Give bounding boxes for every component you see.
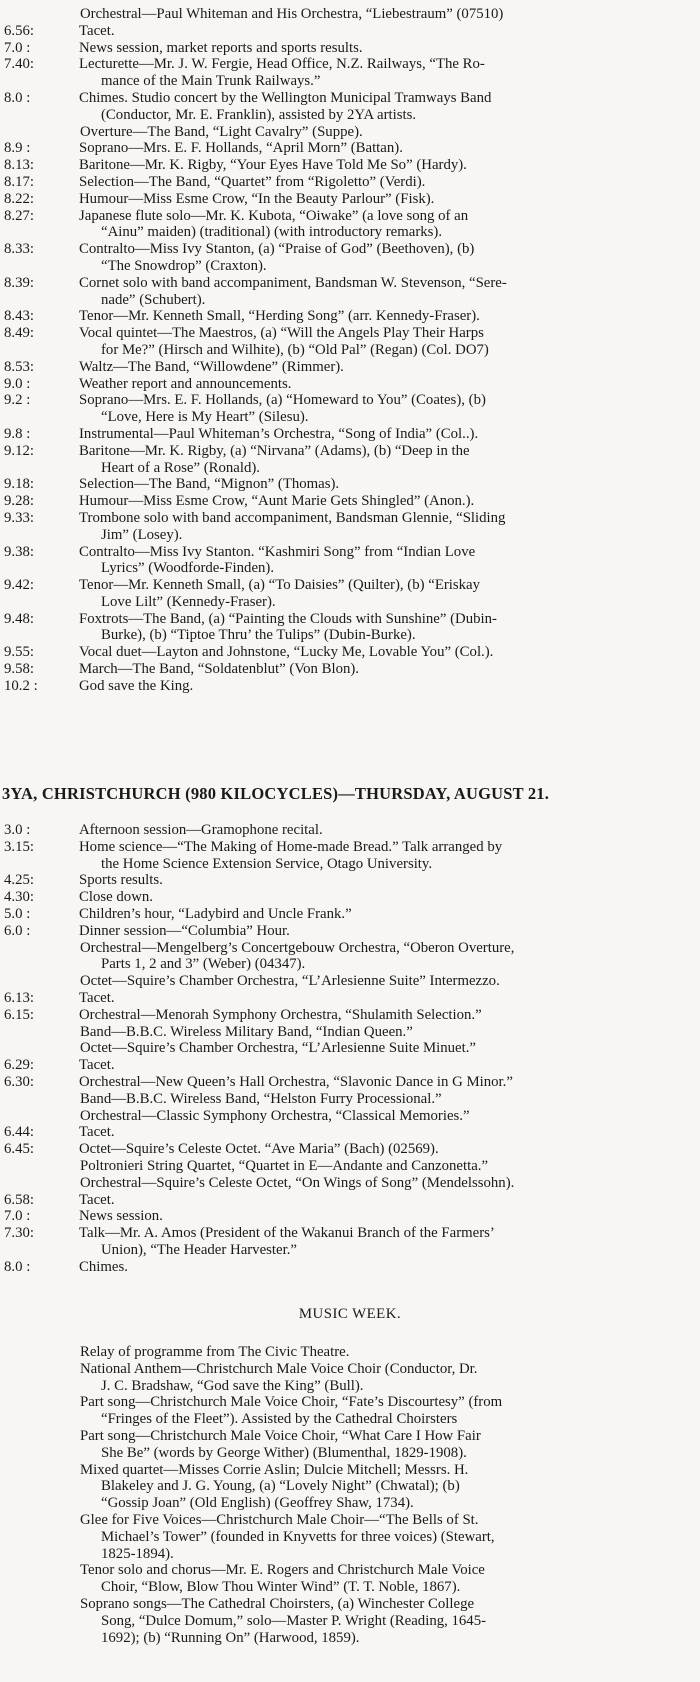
entry-time: 5.0 :	[4, 905, 31, 922]
entry-text: Weather report and announcements.	[79, 375, 292, 392]
entry-continuation: “The Snowdrop” (Craxton).	[101, 257, 267, 274]
entry-time: 6.29:	[4, 1057, 35, 1074]
programme-subentry: Part song—Christchurch Male Voice Choir, “Fate’s Discourtesy” (from	[80, 1394, 503, 1411]
entry-time: 6.56:	[4, 22, 35, 39]
entry-time: 8.27:	[4, 207, 35, 224]
entry-time: 8.43:	[4, 308, 35, 325]
entry-text: News session, market reports and sports results.	[79, 39, 363, 56]
programme-entry	[0, 544, 700, 561]
programme-subentry: Glee for Five Voices—Christchurch Male Choir—“The Bells of St.	[80, 1511, 479, 1528]
programme-entry	[0, 275, 700, 292]
entry-text: Tacet.	[79, 1124, 115, 1141]
programme-entry	[0, 140, 700, 157]
entry-continuation: “Fringes of the Fleet”). Assisted by the Cathedral Choirsters	[101, 1411, 458, 1428]
entry-text: Waltz—The Band, “Willowdene” (Rimmer).	[79, 358, 344, 375]
programme-subentry: Octet—Squire’s Chamber Orchestra, “L’Arlesienne Suite” Intermezzo.	[80, 973, 500, 990]
entry-time: 6.13:	[4, 989, 35, 1006]
programme-entry	[0, 476, 700, 493]
entry-text: Home science—“The Making of Home-made Bread.” Talk arranged by	[79, 838, 503, 855]
programme-entry	[0, 990, 700, 1007]
programme-entry	[0, 1141, 700, 1158]
programme-subentry: Band—B.B.C. Wireless Military Band, “Indian Queen.”	[80, 1023, 413, 1040]
programme-entry	[0, 906, 700, 923]
entry-text: Orchestral—Menorah Symphony Orchestra, “Shulamith Selection.”	[79, 1006, 482, 1023]
programme-entry	[0, 644, 700, 661]
entry-time: 6.0 :	[4, 922, 31, 939]
entry-text: March—The Band, “Soldatenblut” (Von Blon).	[79, 661, 359, 678]
entry-text: Vocal quintet—The Maestros, (a) “Will the Angels Play Their Harps	[79, 325, 484, 342]
entry-time: 9.0 :	[4, 375, 31, 392]
entry-time: 8.53:	[4, 358, 35, 375]
entry-continuation: (Conductor, Mr. E. Franklin), assisted by 2YA artists.	[101, 106, 417, 123]
programme-entry	[0, 208, 700, 225]
programme-entry	[0, 1225, 700, 1242]
programme-entry	[0, 325, 700, 342]
entry-text: Talk—Mr. A. Amos (President of the Wakanui Branch of the Farmers’	[79, 1225, 495, 1242]
entry-time: 9.28:	[4, 493, 35, 510]
programme-subentry: Octet—Squire’s Chamber Orchestra, “L’Arlesienne Suite Minuet.”	[80, 1040, 476, 1057]
programme-entry	[0, 822, 700, 839]
entry-continuation: “Gossip Joan” (Old English) (Geoffrey Shaw, 1734).	[101, 1495, 414, 1512]
entry-text: Baritone—Mr. K. Rigby, (a) “Nirvana” (Adams), (b) “Deep in the	[79, 442, 470, 459]
entry-text: Japanese flute solo—Mr. K. Kubota, “Oiwake” (a love song of an	[79, 207, 469, 224]
programme-entry	[0, 359, 700, 376]
programme-subentry: Orchestral—Paul Whiteman and His Orchestra, “Liebestraum” (07510)	[80, 6, 504, 22]
entry-time: 3.0 :	[4, 822, 31, 838]
entry-text: Lecturette—Mr. J. W. Fergie, Head Office, N.Z. Railways, “The Ro-	[79, 56, 485, 73]
programme-subentry: Band—B.B.C. Wireless Band, “Helston Furry Processional.”	[80, 1090, 442, 1107]
entry-time: 9.58:	[4, 661, 35, 678]
programme-subentry: Orchestral—Squire’s Celeste Octet, “On Wings of Song” (Mendelssohn).	[80, 1174, 515, 1191]
entry-text: Selection—The Band, “Mignon” (Thomas).	[79, 476, 340, 493]
programme-entry	[0, 308, 700, 325]
entry-time: 9.42:	[4, 577, 35, 594]
programme-entry	[0, 443, 700, 460]
programme-subentry: Relay of programme from The Civic Theatre.	[80, 1344, 350, 1360]
programme-entry	[0, 1007, 700, 1024]
entry-time: 9.2 :	[4, 392, 31, 409]
entry-text: Trombone solo with band accompaniment, Bandsman Glennie, “Sliding	[79, 509, 506, 526]
entry-text: Chimes. Studio concert by the Wellington Municipal Tramways Band	[79, 89, 492, 106]
music-week-programme	[0, 1344, 700, 1646]
programme-subentry: Overture—The Band, “Light Cavalry” (Suppe).	[80, 123, 363, 140]
entry-time: 9.18:	[4, 476, 35, 493]
programme-subentry: Part song—Christchurch Male Voice Choir, “What Care I How Fair	[80, 1427, 481, 1444]
entry-continuation: Choir, “Blow, Blow Thou Winter Wind” (T. T. Noble, 1867).	[101, 1579, 461, 1596]
entry-continuation: J. C. Bradshaw, “God save the King” (Bull).	[101, 1377, 364, 1394]
entry-text: Humour—Miss Esme Crow, “Aunt Marie Gets Shingled” (Anon.).	[79, 493, 475, 510]
entry-text: Contralto—Miss Ivy Stanton, (a) “Praise of God” (Beethoven), (b)	[79, 241, 475, 258]
entry-continuation: “Ainu” maiden) (traditional) (with introductory remarks).	[101, 224, 443, 241]
entry-text: Tacet.	[79, 1057, 115, 1074]
entry-time: 7.40:	[4, 56, 35, 73]
entry-time: 7.0 :	[4, 39, 31, 56]
entry-time: 3.15:	[4, 838, 35, 855]
entry-continuation: Burke), (b) “Tiptoe Thru’ the Tulips” (Dubin-Burke).	[101, 627, 416, 644]
entry-continuation: Michael’s Tower” (founded in Knyvetts for three voices) (Stewart,	[101, 1528, 495, 1545]
entry-time: 8.0 :	[4, 89, 31, 106]
entry-continuation: Lyrics” (Woodforde-Finden).	[101, 560, 275, 577]
entry-time: 8.0 :	[4, 1258, 31, 1275]
entry-time: 6.58:	[4, 1191, 35, 1208]
programme-entry	[0, 510, 700, 527]
entry-time: 8.49:	[4, 325, 35, 342]
entry-continuation: mance of the Main Trunk Railways.”	[101, 73, 321, 90]
entry-time: 9.33:	[4, 509, 35, 526]
station-heading-3ya: 3YA, CHRISTCHURCH (980 KILOCYCLES)—THURSDAY, AUGUST 21.	[2, 784, 550, 803]
entry-text: Tenor—Mr. Kenneth Small, (a) “To Daisies” (Quilter), (b) “Eriskay	[79, 577, 481, 594]
entry-time: 7.30:	[4, 1225, 35, 1242]
entry-text: Octet—Squire’s Celeste Octet. “Ave Maria” (Bach) (02569).	[79, 1141, 439, 1158]
programme-entry	[0, 1259, 700, 1276]
entry-continuation: Parts 1, 2 and 3” (Weber) (04347).	[101, 956, 306, 973]
entry-continuation: for Me?” (Hirsch and Wilhite), (b) “Old Pal” (Regan) (Col. DO7)	[101, 341, 489, 358]
programme-entry	[0, 56, 700, 73]
entry-time: 4.30:	[4, 889, 35, 906]
entry-time: 9.55:	[4, 644, 35, 661]
entry-time: 8.33:	[4, 241, 35, 258]
programme-subentry: Mixed quartet—Misses Corrie Aslin; Dulcie Mitchell; Messrs. H.	[80, 1461, 469, 1478]
programme-entry	[0, 1074, 700, 1091]
entry-time: 8.13:	[4, 157, 35, 174]
programme-2ya-continued	[0, 6, 700, 695]
entry-time: 9.8 :	[4, 425, 31, 442]
entry-text: Soprano—Mrs. E. F. Hollands, (a) “Homeward to You” (Coates), (b)	[79, 392, 486, 409]
entry-time: 4.25:	[4, 872, 35, 889]
programme-3ya	[0, 822, 700, 1276]
entry-text: Instrumental—Paul Whiteman’s Orchestra, “Song of India” (Col..).	[79, 425, 479, 442]
programme-entry	[0, 174, 700, 191]
entry-text: Orchestral—New Queen’s Hall Orchestra, “Slavonic Dance in G Minor.”	[79, 1073, 513, 1090]
entry-text: Vocal duet—Layton and Johnstone, “Lucky Me, Lovable You” (Col.).	[79, 644, 494, 661]
entry-time: 6.45:	[4, 1141, 35, 1158]
programme-entry	[0, 889, 700, 906]
programme-entry	[0, 241, 700, 258]
entry-text: Foxtrots—The Band, (a) “Painting the Clouds with Sunshine” (Dubin-	[79, 610, 497, 627]
entry-time: 9.12:	[4, 442, 35, 459]
entry-time: 6.15:	[4, 1006, 35, 1023]
entry-time: 6.30:	[4, 1073, 35, 1090]
entry-continuation: 1692); (b) “Running On” (Harwood, 1859).	[101, 1629, 360, 1646]
programme-subentry: Orchestral—Classic Symphony Orchestra, “Classical Memories.”	[80, 1107, 470, 1124]
entry-continuation: Blakeley and J. G. Young, (a) “Lovely Night” (Chwatal); (b)	[101, 1478, 460, 1495]
entry-text: Humour—Miss Esme Crow, “In the Beauty Parlour” (Fisk).	[79, 190, 435, 207]
programme-entry	[0, 90, 700, 107]
entry-text: Tacet.	[79, 989, 115, 1006]
programme-entry	[0, 426, 700, 443]
programme-entry	[0, 611, 700, 628]
entry-text: Tacet.	[79, 1191, 115, 1208]
entry-text: Close down.	[79, 889, 153, 906]
entry-text: Tenor—Mr. Kenneth Small, “Herding Song” (arr. Kennedy-Fraser).	[79, 308, 480, 325]
entry-text: Baritone—Mr. K. Rigby, “Your Eyes Have Told Me So” (Hardy).	[79, 157, 467, 174]
programme-subentry: National Anthem—Christchurch Male Voice Choir (Conductor, Dr.	[80, 1360, 478, 1377]
entry-time: 8.22:	[4, 190, 35, 207]
entry-text: News session.	[79, 1208, 163, 1225]
entry-text: Cornet solo with band accompaniment, Bandsman W. Stevenson, “Sere-	[79, 274, 507, 291]
entry-text: Children’s hour, “Ladybird and Uncle Frank.”	[79, 905, 352, 922]
entry-time: 10.2 :	[4, 677, 38, 694]
programme-entry	[0, 678, 700, 695]
programme-entry	[0, 191, 700, 208]
entry-text: Dinner session—“Columbia” Hour.	[79, 922, 290, 939]
entry-text: Chimes.	[79, 1258, 128, 1275]
programme-entry	[0, 1124, 700, 1141]
programme-entry	[0, 661, 700, 678]
programme-entry	[0, 493, 700, 510]
programme-entry	[0, 923, 700, 940]
entry-continuation: Love Lilt” (Kennedy-Fraser).	[101, 593, 276, 610]
programme-entry	[0, 1057, 700, 1074]
programme-entry	[0, 157, 700, 174]
entry-continuation: Jim” (Losey).	[101, 526, 183, 543]
entry-continuation: Song, “Dulce Domum,” solo—Master P. Wright (Reading, 1645-	[101, 1612, 487, 1629]
entry-time: 8.9 :	[4, 140, 31, 157]
entry-text: God save the King.	[79, 677, 194, 694]
programme-entry	[0, 839, 700, 856]
entry-time: 9.48:	[4, 610, 35, 627]
entry-time: 7.0 :	[4, 1208, 31, 1225]
programme-subentry: Tenor solo and chorus—Mr. E. Rogers and Christchurch Male Voice	[80, 1562, 485, 1579]
programme-entry	[0, 1192, 700, 1209]
entry-time: 8.17:	[4, 173, 35, 190]
entry-continuation: “Love, Here is My Heart” (Silesu).	[101, 409, 309, 426]
programme-entry	[0, 1208, 700, 1225]
programme-subentry: Poltronieri String Quartet, “Quartet in E—Andante and Canzonetta.”	[80, 1157, 489, 1174]
programme-entry	[0, 872, 700, 889]
entry-continuation: nade” (Schubert).	[101, 291, 206, 308]
programme-entry	[0, 392, 700, 409]
entry-continuation: 1825-1894).	[101, 1545, 174, 1562]
entry-text: Contralto—Miss Ivy Stanton. “Kashmiri Song” from “Indian Love	[79, 543, 476, 560]
entry-continuation: She Be” (words by George Wither) (Blumenthal, 1829-1908).	[101, 1444, 467, 1461]
entry-text: Afternoon session—Gramophone recital.	[79, 822, 323, 838]
programme-entry	[0, 23, 700, 40]
music-week-heading: MUSIC WEEK.	[298, 1306, 402, 1322]
entry-time: 6.44:	[4, 1124, 35, 1141]
entry-text: Sports results.	[79, 872, 163, 889]
entry-text: Soprano—Mrs. E. F. Hollands, “April Morn” (Battan).	[79, 140, 403, 157]
entry-time: 9.38:	[4, 543, 35, 560]
programme-subentry: Orchestral—Mengelberg’s Concertgebouw Orchestra, “Oberon Overture,	[80, 939, 515, 956]
programme-entry	[0, 40, 700, 57]
entry-text: Selection—The Band, “Quartet” from “Rigoletto” (Verdi).	[79, 173, 426, 190]
entry-continuation: Union), “The Header Harvester.”	[101, 1241, 297, 1258]
programme-entry	[0, 376, 700, 393]
entry-continuation: Heart of a Rose” (Ronald).	[101, 459, 261, 476]
entry-continuation: the Home Science Extension Service, Otago University.	[101, 855, 433, 872]
programme-subentry: Soprano songs—The Cathedral Choirsters, (a) Winchester College	[80, 1595, 475, 1612]
entry-text: Tacet.	[79, 22, 115, 39]
programme-entry	[0, 577, 700, 594]
entry-time: 8.39:	[4, 274, 35, 291]
